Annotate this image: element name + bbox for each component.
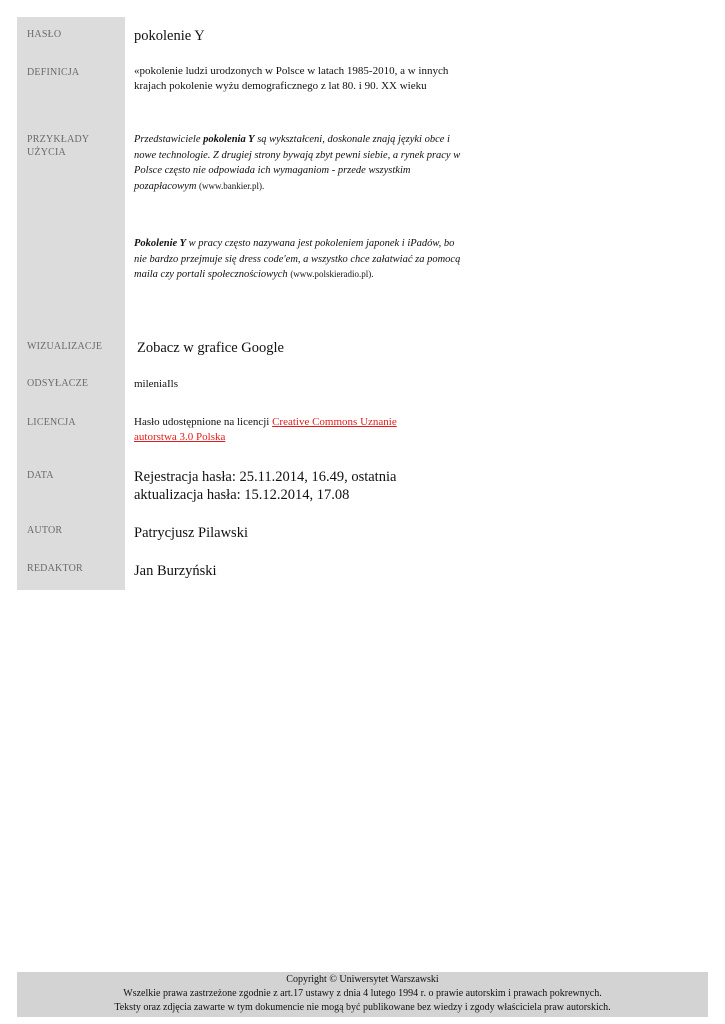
- license-prefix: Hasło udostępnione na licencji: [134, 416, 273, 428]
- example-1-before: Przedstawiciele: [134, 134, 204, 145]
- cross-reference: mileniaIls: [134, 378, 178, 390]
- example-2-after: w pracy często nazywana jest pokoleniem japonek i iPadów, bo nie bardzo przejmuje się dress code'em, a wszystko chce załatwiać za pomocą maila czy portali społecznościowych: [134, 238, 461, 280]
- label-licencja: LICENCJA: [27, 417, 76, 428]
- headword: pokolenie Y: [134, 28, 205, 44]
- license-link[interactable]: Creative Commons Uznanie autorstwa 3.0 Polska: [134, 416, 397, 443]
- label-haslo: HASŁO: [27, 29, 62, 40]
- label-wizualizacje: WIZUALIZACJE: [27, 341, 103, 352]
- label-column: [17, 17, 125, 590]
- example-2-term: Pokolenie Y: [134, 238, 187, 249]
- footer-copyright: Copyright © Uniwersytet Warszawski: [286, 974, 439, 985]
- usage-example-2: [134, 236, 464, 283]
- copyright-footer: [17, 972, 708, 1017]
- footer-notice: Teksty oraz zdjęcia zawarte w tym dokumencie nie mogą być publikowane bez wiedzy i zgody właściciela praw autorskich.: [114, 1002, 611, 1013]
- usage-example-1: [134, 132, 464, 194]
- author-name: Patrycjusz Pilawski: [134, 525, 248, 541]
- example-1-term: pokolenia Y: [203, 134, 255, 145]
- label-definicja: DEFINICJA: [27, 67, 80, 78]
- definition-text: «pokolenie ludzi urodzonych w Polsce w latach 1985-2010, a w innych krajach pokolenie wyżu demograficznego z lat 80. i 90. XX wieku: [134, 65, 449, 92]
- dates-text: Rejestracja hasła: 25.11.2014, 16.49, ostatnia aktualizacja hasła: 15.12.2014, 17.08: [134, 469, 397, 503]
- label-data: DATA: [27, 470, 54, 481]
- label-redaktor: REDAKTOR: [27, 563, 83, 574]
- example-1-source: (www.bankier.pl).: [199, 180, 265, 191]
- label-przyklady: PRZYKŁADY UŻYCIA: [27, 134, 89, 158]
- example-2-source: (www.polskieradio.pl).: [290, 269, 374, 279]
- label-autor: AUTOR: [27, 525, 63, 536]
- footer-rights: Wszelkie prawa zastrzeżone zgodnie z art.17 ustawy z dnia 4 lutego 1994 r. o prawie autorskim i prawach pokrewnych.: [123, 988, 602, 999]
- editor-name: Jan Burzyński: [134, 563, 217, 579]
- license-text: [134, 415, 434, 445]
- label-odsylacze: ODSYŁACZE: [27, 378, 89, 389]
- example-1-after: są wykształceni, doskonale znają języki obce i nowe technologie. Z drugiej strony bywają zbyt pewni siebie, a rynek pracy w Polsce często nie odpowiada ich wymaganiom - przede wszystkim pozapłacowym: [134, 134, 461, 192]
- google-images-link[interactable]: Zobacz w grafice Google: [137, 340, 284, 356]
